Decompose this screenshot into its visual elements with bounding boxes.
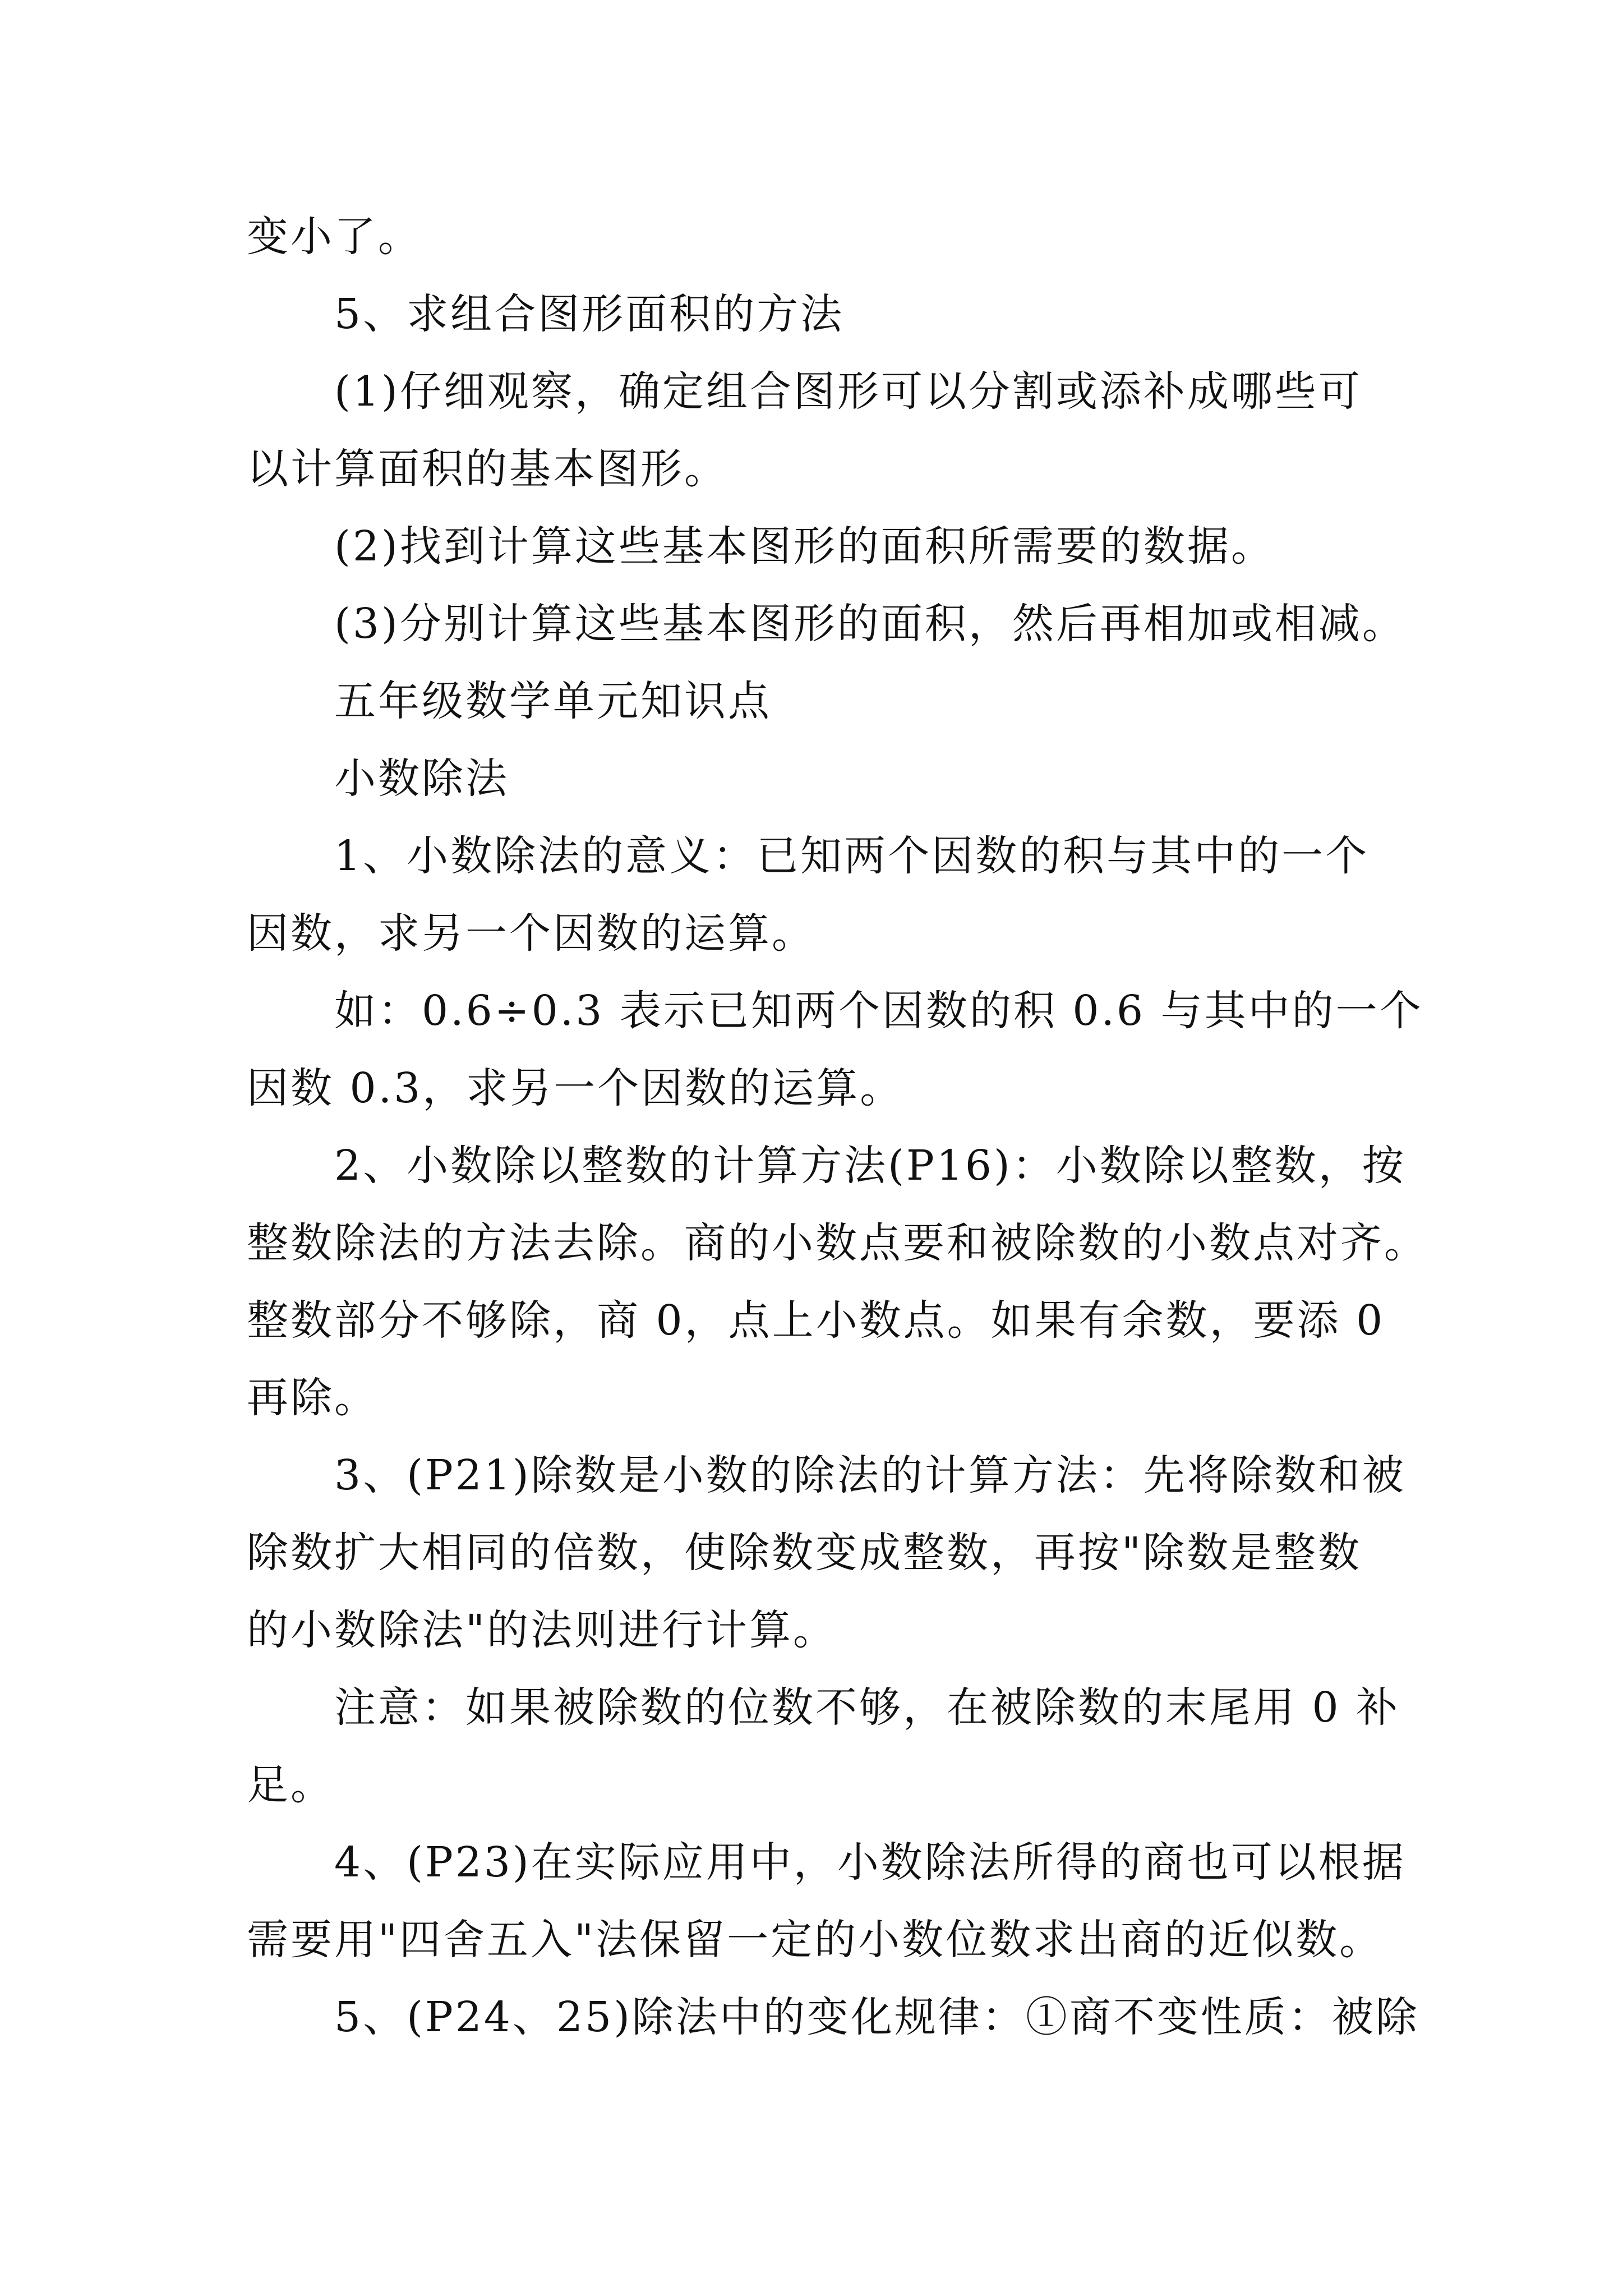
text-line: (1)仔细观察，确定组合图形可以分割或添补成哪些可 [334, 367, 1362, 416]
section-heading: 五年级数学单元知识点 [334, 677, 772, 725]
section-heading: 5、求组合图形面积的方法 [334, 290, 845, 338]
text-line: 变小了。 [247, 213, 422, 261]
text-line: 以计算面积的基本图形。 [247, 445, 728, 493]
text-line: 需要用"四舍五入"法保留一定的小数位数求出商的近似数。 [247, 1916, 1384, 1964]
text-line: 4、(P23)在实际应用中，小数除法所得的商也可以根据 [334, 1838, 1406, 1887]
text-line: (3)分别计算这些基本图形的面积，然后再相加或相减。 [334, 600, 1406, 648]
text-line: 足。 [247, 1761, 334, 1809]
text-line: 如：0.6÷0.3 表示已知两个因数的积 0.6 与其中的一个 [334, 987, 1423, 1035]
section-heading: 小数除法 [334, 754, 509, 803]
text-line: 整数部分不够除，商 0，点上小数点。如果有余数，要添 0 [247, 1296, 1385, 1345]
text-line: 2、小数除以整数的计算方法(P16)：小数除以整数，按 [334, 1142, 1406, 1190]
text-line: 的小数除法"的法则进行计算。 [247, 1606, 837, 1654]
text-line: 再除。 [247, 1374, 378, 1422]
text-line: 因数 0.3，求另一个因数的运算。 [247, 1064, 904, 1112]
text-line: 因数，求另一个因数的运算。 [247, 909, 815, 958]
text-line: 除数扩大相同的倍数，使除数变成整数，再按"除数是整数 [247, 1529, 1362, 1577]
text-line: 注意：如果被除数的位数不够，在被除数的末尾用 0 补 [334, 1683, 1400, 1732]
text-line: 3、(P21)除数是小数的除法的计算方法：先将除数和被 [334, 1451, 1406, 1499]
text-line: (2)找到计算这些基本图形的面积所需要的数据。 [334, 522, 1275, 570]
text-line: 整数除法的方法去除。商的小数点要和被除数的小数点对齐。 [247, 1219, 1428, 1267]
text-line: 5、(P24、25)除法中的变化规律：①商不变性质：被除 [334, 1993, 1419, 2041]
text-line: 1、小数除法的意义：已知两个因数的积与其中的一个 [334, 832, 1370, 880]
